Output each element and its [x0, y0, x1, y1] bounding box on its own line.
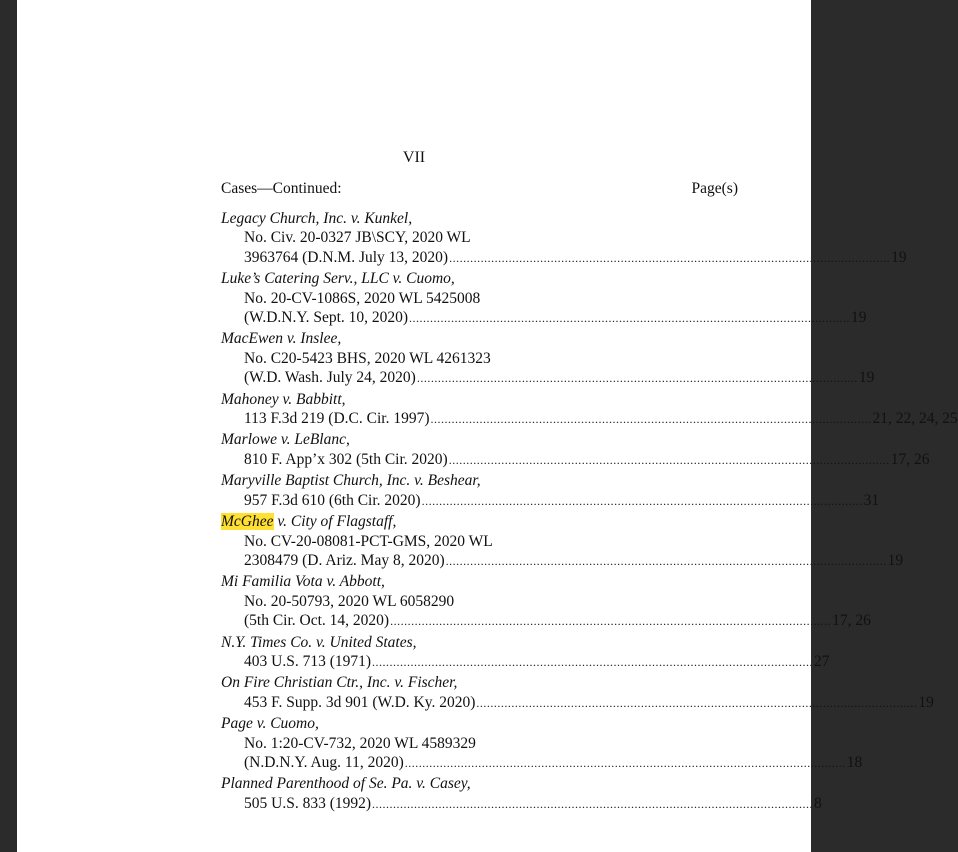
case-name-text: MacEwen v. Inslee,: [221, 330, 342, 348]
case-name: [221, 430, 608, 449]
case-name: [221, 512, 608, 531]
case-name-text: On Fire Christian Ctr., Inc. v. Fischer,: [221, 674, 458, 692]
page-references: 8: [814, 794, 822, 812]
section-header: Cases—Continued:: [221, 180, 342, 197]
leader-dots: ..............................................................................................................................: [476, 695, 918, 710]
authority-entry: [221, 633, 830, 673]
citation-text: (N.D.N.Y. Aug. 11, 2020): [244, 753, 404, 771]
authority-entry: [221, 572, 871, 631]
citation-line: [221, 794, 822, 814]
leader-dots: ..............................................................................................................................: [416, 371, 858, 386]
leader-dots: ..............................................................................................................................: [430, 412, 872, 427]
citation-line: [221, 491, 880, 511]
page-references: 27: [814, 652, 830, 670]
case-name: [221, 633, 608, 652]
page-references: 17, 26: [832, 612, 871, 630]
leader-dots: ..............................................................................................................................: [449, 250, 891, 265]
case-name-text: Mahoney v. Babbitt,: [221, 390, 346, 408]
authority-entry: [221, 714, 863, 773]
page-references: 17, 26: [890, 450, 930, 468]
citation-continuation: No. 20-50793, 2020 WL 6058290: [244, 592, 455, 610]
authority-entry: [221, 471, 880, 511]
citation-text: 3963764 (D.N.M. July 13, 2020): [244, 248, 449, 266]
citation-line: [221, 693, 934, 713]
authority-entry: [221, 329, 875, 388]
page-number: VII: [402, 149, 426, 166]
leader-dots: ..............................................................................................................................: [390, 614, 832, 629]
citation-text: 957 F.3d 610 (6th Cir. 2020): [244, 491, 421, 509]
page-references: 18: [846, 753, 863, 771]
citation-text: 453 F. Supp. 3d 901 (W.D. Ky. 2020): [244, 693, 476, 711]
citation-continuation: No. Civ. 20-0327 JB\SCY, 2020 WL: [244, 229, 471, 247]
citation-line: [221, 409, 958, 429]
leader-dots: ..............................................................................................................................: [372, 654, 814, 669]
search-highlight: McGhee: [221, 513, 274, 531]
leader-dots: ..............................................................................................................................: [421, 493, 863, 508]
leader-dots: ..............................................................................................................................: [372, 796, 814, 811]
citation-text: 505 U.S. 833 (1992): [244, 794, 372, 812]
authority-entry: [221, 390, 958, 430]
authority-entry: [221, 673, 934, 713]
case-name: [221, 390, 608, 409]
case-name: [221, 471, 608, 490]
pages-column-header: Page(s): [691, 180, 738, 197]
citation-line: [221, 652, 830, 672]
leader-dots: ..............................................................................................................................: [404, 755, 846, 770]
citation-continuation: No. 1:20-CV-732, 2020 WL 4589329: [244, 734, 476, 752]
case-name: [221, 329, 608, 348]
case-name: [221, 714, 608, 733]
page-references: 19: [858, 369, 875, 387]
citation-text: (W.D.N.Y. Sept. 10, 2020): [244, 309, 409, 327]
case-name-text: Planned Parenthood of Se. Pa. v. Casey,: [221, 775, 471, 793]
citation-line: [221, 248, 907, 268]
page-references: 19: [918, 693, 934, 711]
authority-entry: [221, 774, 822, 814]
case-name-text: Luke’s Catering Serv., LLC v. Cuomo,: [221, 270, 455, 288]
citation-text: 2308479 (D. Ariz. May 8, 2020): [244, 551, 445, 569]
page-references: 31: [863, 491, 880, 509]
case-name: [221, 774, 608, 793]
authority-entry: [221, 209, 907, 268]
leader-dots: ..............................................................................................................................: [448, 452, 890, 467]
case-name-text: Maryville Baptist Church, Inc. v. Beshear,: [221, 472, 481, 490]
citation-line: [221, 753, 863, 773]
case-name-text: Marlowe v. LeBlanc,: [221, 431, 350, 449]
leader-dots: ..............................................................................................................................: [445, 553, 887, 568]
case-name-text: v. City of Flagstaff,: [273, 513, 397, 531]
citation-text: (5th Cir. Oct. 14, 2020): [244, 612, 390, 630]
authority-entry: [221, 512, 904, 571]
case-name: [221, 673, 608, 692]
case-name: [221, 269, 608, 288]
citation-line: [221, 611, 871, 631]
case-name-text: Legacy Church, Inc. v. Kunkel,: [221, 210, 413, 227]
citation-line: [221, 551, 904, 571]
case-name-text: Mi Familia Vota v. Abbott,: [221, 573, 385, 591]
case-name: [221, 209, 608, 228]
page-references: 21, 22, 24, 25: [872, 410, 958, 428]
case-name-text: N.Y. Times Co. v. United States,: [221, 633, 417, 651]
citation-text: 113 F.3d 219 (D.C. Cir. 1997): [244, 410, 430, 428]
page-references: 19: [851, 309, 867, 327]
authority-entry: [221, 430, 930, 470]
citation-text: (W.D. Wash. July 24, 2020): [244, 369, 416, 387]
leader-dots: ..............................................................................................................................: [409, 311, 851, 326]
citation-text: 403 U.S. 713 (1971): [244, 652, 372, 670]
citation-continuation: No. CV-20-08081-PCT-GMS, 2020 WL: [244, 532, 493, 550]
case-name: [221, 572, 608, 591]
citation-line: [221, 308, 867, 328]
authority-entry: [221, 269, 867, 328]
citation-line: [221, 450, 930, 470]
page-references: 19: [891, 248, 907, 266]
citation-continuation: No. 20-CV-1086S, 2020 WL 5425008: [244, 289, 481, 307]
table-of-authorities: [221, 209, 958, 815]
page-references: 19: [887, 551, 904, 569]
citation-text: 810 F. App’x 302 (5th Cir. 2020): [244, 450, 448, 468]
citation-continuation: No. C20-5423 BHS, 2020 WL 4261323: [244, 349, 491, 367]
citation-line: [221, 368, 875, 388]
case-name-text: Page v. Cuomo,: [221, 715, 319, 733]
